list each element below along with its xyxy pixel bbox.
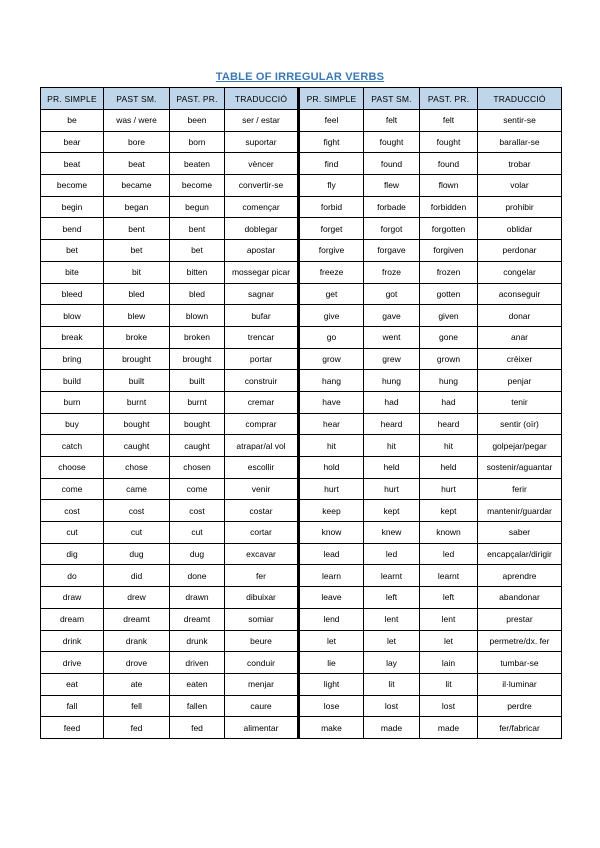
table-cell: convertir-se [225,175,299,197]
table-cell: learnt [420,565,478,587]
table-cell: fight [299,131,364,153]
table-cell: built [170,370,225,392]
table-cell: sostenir/aguantar [478,457,562,479]
table-cell: drawn [170,587,225,609]
table-cell: bleed [41,283,104,305]
table-cell: lend [299,608,364,630]
table-cell: lose [299,695,364,717]
table-cell: forbid [299,196,364,218]
table-cell: sagnar [225,283,299,305]
table-cell: bled [104,283,170,305]
table-cell: know [299,522,364,544]
column-header: TRADUCCIÓ [478,88,562,110]
table-cell: cost [104,500,170,522]
table-cell: eat [41,673,104,695]
table-cell: went [364,326,420,348]
table-cell: mantenir/guardar [478,500,562,522]
table-cell: atrapar/al vol [225,435,299,457]
table-cell: comprar [225,413,299,435]
table-cell: drunk [170,630,225,652]
table-cell: tenir [478,391,562,413]
table-cell: abandonar [478,587,562,609]
table-cell: bet [104,240,170,262]
table-cell: begin [41,196,104,218]
table-cell: heard [364,413,420,435]
table-cell: broken [170,326,225,348]
table-cell: born [170,131,225,153]
table-cell: chose [104,457,170,479]
table-cell: mossegar picar [225,261,299,283]
table-cell: drove [104,652,170,674]
table-cell: lent [364,608,420,630]
table-cell: lead [299,543,364,565]
table-cell: forgotten [420,218,478,240]
table-cell: tumbar-se [478,652,562,674]
table-cell: hold [299,457,364,479]
table-cell: bear [41,131,104,153]
table-cell: forget [299,218,364,240]
table-cell: beat [104,153,170,175]
table-cell: lit [420,673,478,695]
table-cell: escollir [225,457,299,479]
table-cell: hit [420,435,478,457]
table-cell: forbade [364,196,420,218]
table-cell: començar [225,196,299,218]
table-cell: keep [299,500,364,522]
table-row [41,478,562,500]
table-cell: freeze [299,261,364,283]
table-cell: begun [170,196,225,218]
table-cell: drew [104,587,170,609]
table-cell: hurt [299,478,364,500]
table-cell: bent [104,218,170,240]
table-row [41,543,562,565]
table-cell: suportar [225,131,299,153]
table-cell: fought [420,131,478,153]
table-row [41,348,562,370]
table-cell: known [420,522,478,544]
table-cell: knew [364,522,420,544]
table-cell: ser / estar [225,110,299,132]
table-cell: came [104,478,170,500]
table-cell: given [420,305,478,327]
table-cell: dreamt [170,608,225,630]
table-row [41,391,562,413]
table-cell: leave [299,587,364,609]
table-cell: bought [170,413,225,435]
table-cell: build [41,370,104,392]
table-row [41,457,562,479]
table-cell: bought [104,413,170,435]
table-cell: held [364,457,420,479]
table-cell: bet [41,240,104,262]
table-cell: kept [364,500,420,522]
table-cell: caure [225,695,299,717]
table-cell: oblidar [478,218,562,240]
table-cell: prestar [478,608,562,630]
table-cell: make [299,717,364,739]
table-row [41,435,562,457]
table-cell: kept [420,500,478,522]
column-header: TRADUCCIÓ [225,88,299,110]
table-cell: fly [299,175,364,197]
table-cell: conduir [225,652,299,674]
table-cell: bent [170,218,225,240]
table-cell: cut [104,522,170,544]
table-cell: go [299,326,364,348]
table-cell: saber [478,522,562,544]
table-cell: light [299,673,364,695]
table-cell: brought [170,348,225,370]
table-cell: fed [104,717,170,739]
table-cell: fer/fabricar [478,717,562,739]
table-cell: led [364,543,420,565]
table-cell: left [364,587,420,609]
table-row [41,608,562,630]
column-header: PR. SIMPLE [41,88,104,110]
table-cell: lost [420,695,478,717]
table-cell: doblegar [225,218,299,240]
table-cell: dibuixar [225,587,299,609]
table-row [41,153,562,175]
table-cell: permetre/dx. fer [478,630,562,652]
table-cell: let [364,630,420,652]
table-cell: gotten [420,283,478,305]
table-cell: cut [41,522,104,544]
table-cell: grew [364,348,420,370]
table-cell: been [170,110,225,132]
table-cell: flown [420,175,478,197]
table-cell: began [104,196,170,218]
table-cell: burnt [170,391,225,413]
table-cell: blown [170,305,225,327]
table-cell: excavar [225,543,299,565]
table-cell: donar [478,305,562,327]
table-cell: lost [364,695,420,717]
table-row [41,413,562,435]
table-cell: hear [299,413,364,435]
table-row [41,565,562,587]
table-cell: let [299,630,364,652]
table-cell: apostar [225,240,299,262]
table-row [41,261,562,283]
table-cell: cremar [225,391,299,413]
table-cell: learnt [364,565,420,587]
table-cell: dig [41,543,104,565]
table-row [41,175,562,197]
table-cell: dreamt [104,608,170,630]
table-cell: hurt [420,478,478,500]
table-cell: left [420,587,478,609]
table-cell: somiar [225,608,299,630]
table-cell: forbidden [420,196,478,218]
table-cell: break [41,326,104,348]
table-cell: built [104,370,170,392]
table-row [41,196,562,218]
table-cell: give [299,305,364,327]
table-cell: dug [104,543,170,565]
table-cell: dug [170,543,225,565]
table-cell: lit [364,673,420,695]
table-cell: beure [225,630,299,652]
table-row [41,240,562,262]
table-cell: bite [41,261,104,283]
table-cell: alimentar [225,717,299,739]
table-cell: trobar [478,153,562,175]
table-cell: lent [420,608,478,630]
table-cell: lay [364,652,420,674]
table-cell: forgiven [420,240,478,262]
table-row [41,370,562,392]
table-cell: lain [420,652,478,674]
table-cell: cut [170,522,225,544]
table-cell: prohibir [478,196,562,218]
table-cell: barallar-se [478,131,562,153]
table-cell: get [299,283,364,305]
table-cell: ate [104,673,170,695]
table-cell: hit [364,435,420,457]
table-cell: brought [104,348,170,370]
table-cell: choose [41,457,104,479]
table-cell: trencar [225,326,299,348]
table-cell: burn [41,391,104,413]
table-cell: burnt [104,391,170,413]
table-cell: led [420,543,478,565]
table-cell: bore [104,131,170,153]
table-cell: let [420,630,478,652]
table-cell: aconseguir [478,283,562,305]
table-cell: fed [170,717,225,739]
irregular-verbs-table [40,87,562,739]
table-cell: caught [170,435,225,457]
table-cell: aprendre [478,565,562,587]
table-cell: found [420,153,478,175]
table-cell: felt [420,110,478,132]
table-row [41,283,562,305]
table-cell: sentir (oïr) [478,413,562,435]
table-row [41,110,562,132]
table-row [41,630,562,652]
table-cell: bet [170,240,225,262]
table-cell: feed [41,717,104,739]
table-cell: had [364,391,420,413]
table-cell: grown [420,348,478,370]
table-cell: fallen [170,695,225,717]
table-cell: bit [104,261,170,283]
table-cell: perdre [478,695,562,717]
table-cell: hung [364,370,420,392]
table-cell: felt [364,110,420,132]
table-cell: anar [478,326,562,348]
table-cell: find [299,153,364,175]
table-cell: got [364,283,420,305]
column-header: PAST SM. [364,88,420,110]
table-cell: chosen [170,457,225,479]
table-cell: lie [299,652,364,674]
table-row [41,218,562,240]
table-cell: become [41,175,104,197]
table-cell: menjar [225,673,299,695]
table-cell: forgot [364,218,420,240]
table-row [41,131,562,153]
table-cell: hurt [364,478,420,500]
table-cell: bled [170,283,225,305]
table-cell: come [170,478,225,500]
table-cell: fought [364,131,420,153]
table-cell: blow [41,305,104,327]
table-cell: bitten [170,261,225,283]
table-cell: congelar [478,261,562,283]
table-cell: portar [225,348,299,370]
table-cell: held [420,457,478,479]
table-cell: sentir-se [478,110,562,132]
table-cell: froze [364,261,420,283]
table-cell: golpejar/pegar [478,435,562,457]
table-cell: eaten [170,673,225,695]
table-cell: was / were [104,110,170,132]
table-cell: driven [170,652,225,674]
table-row [41,522,562,544]
table-title: TABLE OF IRREGULAR VERBS [215,71,385,83]
table-cell: blew [104,305,170,327]
table-cell: frozen [420,261,478,283]
table-row [41,673,562,695]
table-cell: hang [299,370,364,392]
table-cell: ferir [478,478,562,500]
table-cell: penjar [478,370,562,392]
table-row [41,695,562,717]
table-cell: forgave [364,240,420,262]
table-row [41,587,562,609]
table-cell: heard [420,413,478,435]
table-cell: drink [41,630,104,652]
header-row [41,88,562,110]
table-cell: had [420,391,478,413]
table-cell: forgive [299,240,364,262]
table-row [41,500,562,522]
table-row [41,326,562,348]
table-cell: fer [225,565,299,587]
table-cell: bring [41,348,104,370]
table-cell: fell [104,695,170,717]
table-cell: made [420,717,478,739]
table-cell: volar [478,175,562,197]
table-cell: buy [41,413,104,435]
table-cell: dream [41,608,104,630]
table-row [41,652,562,674]
table-cell: have [299,391,364,413]
table-cell: gone [420,326,478,348]
table-cell: bufar [225,305,299,327]
table-cell: venir [225,478,299,500]
table-cell: become [170,175,225,197]
table-row [41,717,562,739]
table-cell: construir [225,370,299,392]
table-cell: became [104,175,170,197]
column-header: PAST. PR. [420,88,478,110]
table-cell: gave [364,305,420,327]
table-cell: come [41,478,104,500]
table-cell: vèncer [225,153,299,175]
table-cell: il·luminar [478,673,562,695]
table-cell: feel [299,110,364,132]
table-cell: drank [104,630,170,652]
table-cell: hit [299,435,364,457]
column-header: PAST SM. [104,88,170,110]
table-cell: bend [41,218,104,240]
column-header: PR. SIMPLE [299,88,364,110]
table-cell: flew [364,175,420,197]
column-header: PAST. PR. [170,88,225,110]
table-cell: be [41,110,104,132]
table-cell: drive [41,652,104,674]
table-cell: grow [299,348,364,370]
table-cell: costar [225,500,299,522]
table-cell: broke [104,326,170,348]
table-row [41,305,562,327]
table-cell: draw [41,587,104,609]
table-cell: hung [420,370,478,392]
table-cell: learn [299,565,364,587]
table-cell: cost [41,500,104,522]
table-cell: perdonar [478,240,562,262]
table-cell: done [170,565,225,587]
table-cell: beat [41,153,104,175]
table-cell: made [364,717,420,739]
table-cell: fall [41,695,104,717]
table-cell: caught [104,435,170,457]
table-cell: cost [170,500,225,522]
table-cell: encapçalar/dirigir [478,543,562,565]
table-cell: catch [41,435,104,457]
table-cell: do [41,565,104,587]
table-cell: found [364,153,420,175]
table-cell: crèixer [478,348,562,370]
table-cell: did [104,565,170,587]
table-cell: cortar [225,522,299,544]
table-cell: beaten [170,153,225,175]
